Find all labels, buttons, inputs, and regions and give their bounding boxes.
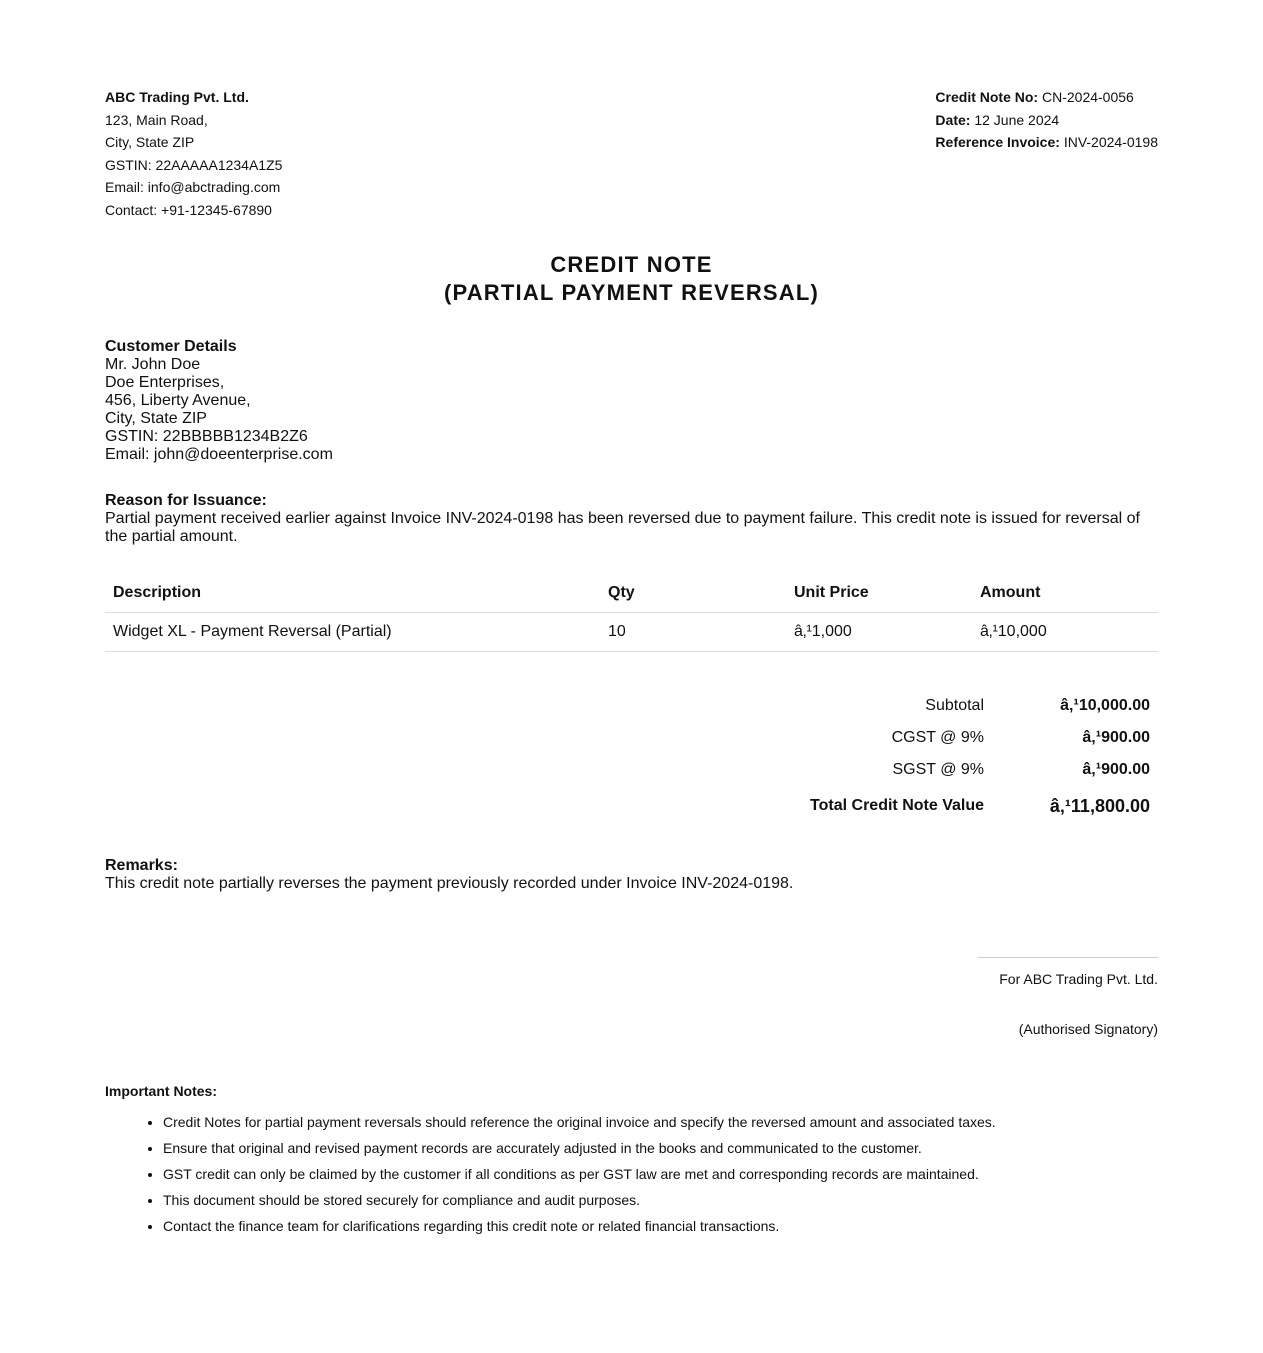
sgst-label: SGST @ 9% xyxy=(892,761,984,778)
list-item: • Ensure that original and revised payment records are accurately adjusted in the books and communicated to the customer. xyxy=(163,1139,996,1157)
notes-list xyxy=(105,1113,996,1235)
customer-details-heading: Customer Details xyxy=(105,338,237,355)
reason-section xyxy=(105,492,1158,546)
column-header-amount: Amount xyxy=(972,574,1158,613)
column-header-qty: Qty xyxy=(600,574,786,613)
cgst-value: â‚¹900.00 xyxy=(1082,729,1150,746)
cell-qty: 10 xyxy=(600,613,786,652)
list-item: • Credit Notes for partial payment reversals should reference the original invoice and specify the reversed amount and associated taxes. xyxy=(163,1113,996,1131)
credit-note-meta xyxy=(935,86,1158,154)
total-label: Total Credit Note Value xyxy=(810,797,984,814)
totals-block xyxy=(684,690,1150,822)
signature-block xyxy=(978,957,1158,1037)
table-row xyxy=(105,613,1158,652)
items-table xyxy=(105,574,1158,652)
credit-note-number-line xyxy=(935,86,1158,109)
date-line xyxy=(935,109,1158,132)
total-row xyxy=(684,790,1150,822)
company-gstin: GSTIN: 22AAAAA1234A1Z5 xyxy=(105,156,283,173)
reason-heading: Reason for Issuance: xyxy=(105,492,267,509)
company-address-line1: 123, Main Road, xyxy=(105,111,208,128)
remarks-section xyxy=(105,857,793,893)
important-notes-heading: Important Notes: xyxy=(105,1083,217,1099)
company-address-line2: City, State ZIP xyxy=(105,134,195,151)
company-name: ABC Trading Pvt. Ltd. xyxy=(105,89,249,105)
customer-address-line2: City, State ZIP xyxy=(105,410,207,427)
cell-amount: â‚¹10,000 xyxy=(972,613,1158,652)
reason-text: Partial payment received earlier against Invoice INV-2024-0198 has been reversed due to payment failure. This credit note is issued for reversal of the partial amount. xyxy=(105,510,1140,545)
customer-company: Doe Enterprises, xyxy=(105,374,225,391)
company-email: Email: info@abctrading.com xyxy=(105,179,281,196)
date-value: 12 June 2024 xyxy=(974,111,1060,128)
list-item: • Contact the finance team for clarifications regarding this credit note or related financial transactions. xyxy=(163,1217,996,1235)
cell-unit-price: â‚¹1,000 xyxy=(786,613,972,652)
date-label: Date: xyxy=(935,111,971,128)
customer-gstin: GSTIN: 22BBBBB1234B2Z6 xyxy=(105,428,308,445)
reference-invoice-line xyxy=(935,131,1158,154)
cgst-row xyxy=(684,722,1150,754)
remarks-text: This credit note partially reverses the payment previously recorded under Invoice INV-2024-0198. xyxy=(105,875,794,892)
list-item: • This document should be stored securely for compliance and audit purposes. xyxy=(163,1191,996,1209)
document-title xyxy=(105,251,1158,307)
credit-note-number: CN-2024-0056 xyxy=(1041,89,1134,105)
total-value: â‚¹11,800.00 xyxy=(1049,795,1150,816)
subtotal-label: Subtotal xyxy=(925,697,984,714)
customer-name: Mr. John Doe xyxy=(105,356,201,373)
table-header-row xyxy=(105,574,1158,613)
customer-address-line1: 456, Liberty Avenue, xyxy=(105,392,251,409)
customer-details xyxy=(105,338,333,464)
subtotal-row xyxy=(684,690,1150,722)
reference-invoice-value: INV-2024-0198 xyxy=(1063,134,1158,151)
customer-email: Email: john@doeenterprise.com xyxy=(105,446,333,463)
title-line1: CREDIT NOTE xyxy=(550,252,713,277)
authorised-signatory: (Authorised Signatory) xyxy=(1018,1021,1158,1037)
reference-invoice-label: Reference Invoice: xyxy=(935,134,1060,151)
company-block xyxy=(105,86,282,222)
remarks-heading: Remarks: xyxy=(105,857,178,874)
signature-for-company: For ABC Trading Pvt. Ltd. xyxy=(999,971,1158,987)
subtotal-value: â‚¹10,000.00 xyxy=(1060,697,1150,714)
sgst-row xyxy=(684,754,1150,786)
cgst-label: CGST @ 9% xyxy=(891,729,984,746)
title-line2: (PARTIAL PAYMENT REVERSAL) xyxy=(443,280,820,305)
list-item: • GST credit can only be claimed by the customer if all conditions as per GST law are met and corresponding records are maintained. xyxy=(163,1165,996,1183)
company-contact: Contact: +91-12345-67890 xyxy=(105,201,272,218)
column-header-unit-price: Unit Price xyxy=(786,574,972,613)
credit-note-number-label: Credit Note No: xyxy=(935,89,1039,105)
important-notes xyxy=(105,1083,996,1243)
cell-description: Widget XL - Payment Reversal (Partial) xyxy=(105,613,600,652)
column-header-description: Description xyxy=(105,574,600,613)
sgst-value: â‚¹900.00 xyxy=(1082,761,1150,778)
